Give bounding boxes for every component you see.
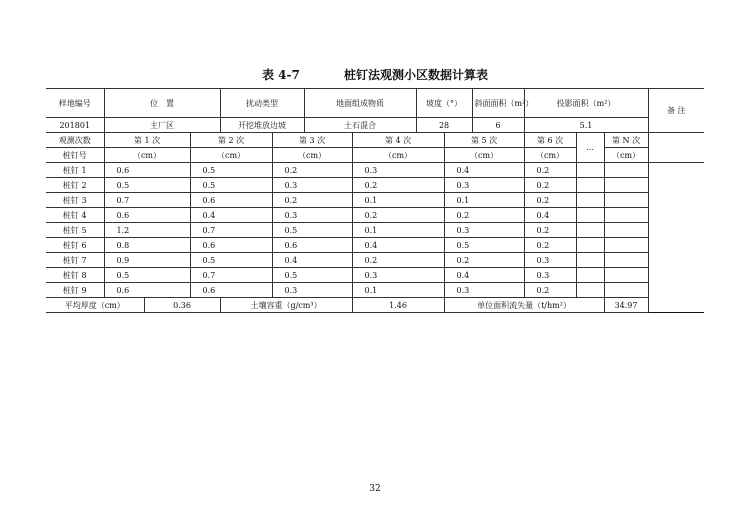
- stake-value: 0.2: [524, 193, 576, 208]
- stake-value: 0.6: [190, 238, 272, 253]
- density-label: 土壤容重（g/cm³）: [220, 298, 352, 313]
- stake-last-cell: [604, 268, 648, 283]
- stake-value: 0.1: [444, 193, 524, 208]
- stake-value: 0.3: [352, 163, 444, 178]
- stake-value: 0.4: [352, 238, 444, 253]
- stake-value: 0.9: [104, 253, 190, 268]
- loss-label: 单位面积流失量（t/hm²）: [444, 298, 604, 313]
- info-proj-area: 5.1: [524, 118, 648, 133]
- stake-value: 0.3: [524, 268, 576, 283]
- stake-name: 桩钉 5: [46, 223, 104, 238]
- stake-value: 0.5: [444, 238, 524, 253]
- unit-cell: （cm）: [104, 148, 190, 163]
- stake-value: 0.2: [352, 208, 444, 223]
- obs-ellipsis: …: [576, 133, 604, 163]
- stake-value: 0.2: [352, 253, 444, 268]
- stake-value: 0.3: [272, 208, 352, 223]
- stake-value: 0.2: [352, 178, 444, 193]
- stake-last-cell: [604, 223, 648, 238]
- stake-last-cell: [604, 193, 648, 208]
- stake-value: 0.3: [444, 283, 524, 298]
- stake-last-cell: [604, 253, 648, 268]
- stake-value: 0.2: [524, 178, 576, 193]
- stake-value: 0.2: [524, 238, 576, 253]
- table-info-row: [46, 118, 704, 133]
- header-sample-no: 样地编号: [46, 89, 104, 118]
- stake-value: 0.4: [524, 208, 576, 223]
- unit-cell: （cm）: [190, 148, 272, 163]
- stake-value: 0.2: [272, 163, 352, 178]
- stake-value: 0.5: [272, 268, 352, 283]
- stake-last-cell: [604, 163, 648, 178]
- info-slope: 28: [416, 118, 472, 133]
- remark-cell: [648, 133, 704, 163]
- unit-cell: （cm）: [444, 148, 524, 163]
- stake-value: 0.5: [104, 268, 190, 283]
- stake-name: 桩钉 2: [46, 178, 104, 193]
- stake-value: 0.4: [272, 253, 352, 268]
- stake-row: [46, 223, 704, 238]
- stake-value: 0.6: [190, 283, 272, 298]
- table-number: 表 4-7: [261, 68, 300, 82]
- header-location: 位 置: [104, 89, 220, 118]
- units-label: 桩钉号: [46, 148, 104, 163]
- stake-value: 0.3: [444, 223, 524, 238]
- stake-value: 0.3: [524, 253, 576, 268]
- obs-time-3: 第 3 次: [272, 133, 352, 148]
- stake-name: 桩钉 4: [46, 208, 104, 223]
- stake-name: 桩钉 7: [46, 253, 104, 268]
- stake-row: [46, 178, 704, 193]
- stake-value: 0.4: [190, 208, 272, 223]
- stake-value: 0.3: [444, 178, 524, 193]
- data-table: [46, 88, 704, 313]
- stake-ellipsis-cell: [576, 223, 604, 238]
- stake-ellipsis-cell: [576, 268, 604, 283]
- stake-ellipsis-cell: [576, 208, 604, 223]
- stake-last-cell: [604, 208, 648, 223]
- stake-value: 0.5: [190, 163, 272, 178]
- unit-cell: （cm）: [524, 148, 576, 163]
- obs-time-1: 第 1 次: [104, 133, 190, 148]
- stake-value: 0.8: [104, 238, 190, 253]
- header-slope: 坡度（°）: [416, 89, 472, 118]
- stake-value: 0.4: [444, 268, 524, 283]
- stake-row: [46, 193, 704, 208]
- header-remark: 备 注: [648, 89, 704, 133]
- info-disturbance: 开挖堆放边坡: [220, 118, 304, 133]
- stake-value: 0.2: [524, 223, 576, 238]
- units-row: [46, 148, 704, 163]
- stake-value: 0.6: [272, 238, 352, 253]
- stake-ellipsis-cell: [576, 283, 604, 298]
- stake-row: [46, 238, 704, 253]
- obs-time-n: 第 N 次: [604, 133, 648, 148]
- stake-value: 0.5: [190, 178, 272, 193]
- stake-row: [46, 253, 704, 268]
- stake-name: 桩钉 8: [46, 268, 104, 283]
- stake-last-cell: [604, 178, 648, 193]
- avg-value: 0.36: [144, 298, 220, 313]
- info-surface: 土石混合: [304, 118, 416, 133]
- unit-cell: （cm）: [604, 148, 648, 163]
- stake-value: 0.4: [444, 163, 524, 178]
- density-value: 1.46: [352, 298, 444, 313]
- stake-ellipsis-cell: [576, 163, 604, 178]
- stake-value: 0.5: [190, 253, 272, 268]
- obs-time-4: 第 4 次: [352, 133, 444, 148]
- info-sample-no: 201801: [46, 118, 104, 133]
- stake-rows: [46, 163, 704, 298]
- stake-name: 桩钉 9: [46, 283, 104, 298]
- stake-value: 0.7: [190, 268, 272, 283]
- header-disturbance: 扰动类型: [220, 89, 304, 118]
- stake-last-cell: [604, 283, 648, 298]
- stake-value: 0.7: [190, 223, 272, 238]
- info-location: 主厂区: [104, 118, 220, 133]
- table-caption: [0, 66, 750, 83]
- stake-value: 0.3: [352, 268, 444, 283]
- header-slope-area: 斜面面积（m²）: [472, 89, 524, 118]
- stake-last-cell: [604, 238, 648, 253]
- unit-cell: （cm）: [272, 148, 352, 163]
- stake-value: 0.2: [444, 253, 524, 268]
- stake-value: 0.2: [272, 193, 352, 208]
- unit-cell: （cm）: [352, 148, 444, 163]
- stake-name: 桩钉 6: [46, 238, 104, 253]
- stake-row: [46, 208, 704, 223]
- stake-value: 0.3: [272, 178, 352, 193]
- summary-row: [46, 298, 704, 313]
- stake-value: 0.7: [104, 193, 190, 208]
- avg-label: 平均厚度（cm）: [46, 298, 144, 313]
- loss-value: 34.97: [604, 298, 648, 313]
- stake-value: 0.2: [524, 163, 576, 178]
- obs-label: 观测次数: [46, 133, 104, 148]
- stake-name: 桩钉 3: [46, 193, 104, 208]
- info-slope-area: 6: [472, 118, 524, 133]
- stake-value: 0.1: [352, 193, 444, 208]
- stake-value: 0.5: [272, 223, 352, 238]
- stake-name: 桩钉 1: [46, 163, 104, 178]
- stake-value: 0.3: [272, 283, 352, 298]
- stake-value: 0.6: [104, 163, 190, 178]
- obs-time-6: 第 6 次: [524, 133, 576, 148]
- stake-ellipsis-cell: [576, 238, 604, 253]
- obs-times-row: [46, 133, 704, 148]
- stake-row: [46, 163, 704, 178]
- stake-value: 0.2: [444, 208, 524, 223]
- stake-value: 1.2: [104, 223, 190, 238]
- stake-value: 0.6: [190, 193, 272, 208]
- stake-value: 0.2: [524, 283, 576, 298]
- stake-value: 0.6: [104, 208, 190, 223]
- stake-ellipsis-cell: [576, 193, 604, 208]
- table-title: 桩钉法观测小区数据计算表: [344, 68, 489, 82]
- obs-time-5: 第 5 次: [444, 133, 524, 148]
- stake-row: [46, 268, 704, 283]
- stake-ellipsis-cell: [576, 178, 604, 193]
- stake-value: 0.5: [104, 178, 190, 193]
- page-number: 32: [369, 484, 381, 494]
- stake-value: 0.1: [352, 223, 444, 238]
- obs-time-2: 第 2 次: [190, 133, 272, 148]
- stake-ellipsis-cell: [576, 253, 604, 268]
- header-surface: 地面组成物质: [304, 89, 416, 118]
- stake-value: 0.1: [352, 283, 444, 298]
- stake-row: [46, 283, 704, 298]
- stake-value: 0.6: [104, 283, 190, 298]
- table-header-row: [46, 89, 704, 118]
- header-proj-area: 投影面积（m²）: [524, 89, 648, 118]
